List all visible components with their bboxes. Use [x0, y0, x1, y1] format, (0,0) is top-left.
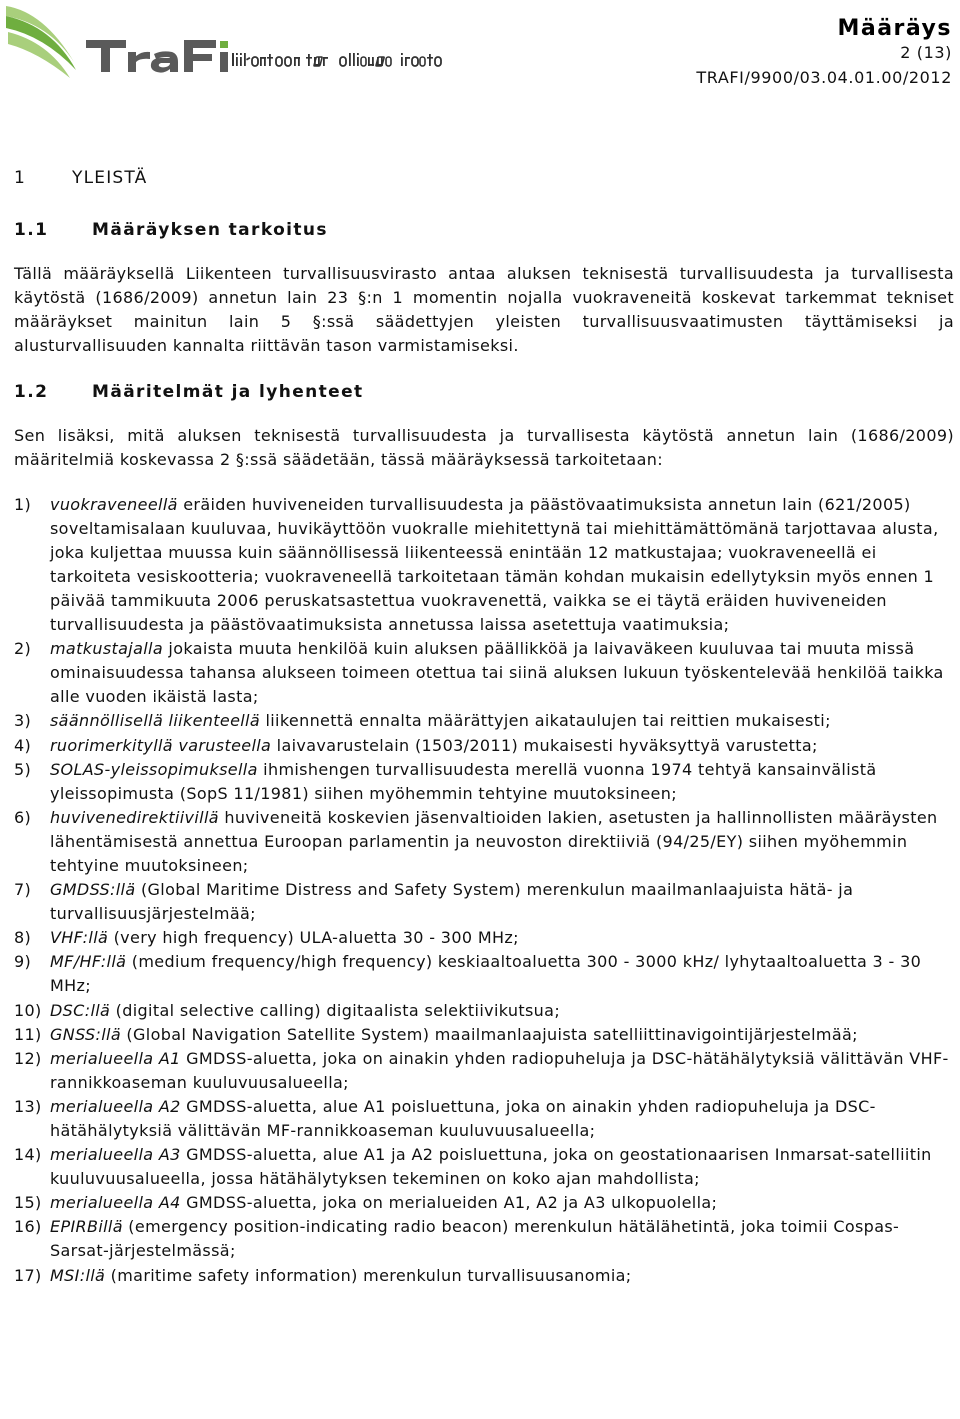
- definition-item: [14, 1191, 954, 1215]
- definition-number: 7): [14, 880, 32, 900]
- definition-term: GNSS:llä: [50, 1024, 121, 1044]
- definition-item: [14, 493, 954, 638]
- trafi-logo: [4, 2, 444, 86]
- definition-text: (Global Maritime Distress and Safety System) merenkulun maailmanlaajuista hätä- ja turvallisuusjärjestelmää;: [50, 880, 854, 924]
- definition-text: laivavarustelain (1503/2011) mukaisesti hyväksyttyä varustetta;: [271, 735, 818, 755]
- section-heading-1-2: [14, 380, 954, 404]
- definition-item: [14, 1215, 954, 1263]
- definition-text: liikennettä ennalta määrättyjen aikataulujen tai reittien mukaisesti;: [260, 711, 831, 731]
- definition-text: (maritime safety information) merenkulun turvallisuusanomia;: [105, 1265, 632, 1285]
- definition-text: (very high frequency) ULA-aluetta 30 - 300 MHz;: [108, 928, 519, 948]
- definition-text: huviveneitä koskevien jäsenvaltioiden lakien, asetusten ja hallinnollisten määräysten lähentämisestä annettua Euroopan parlamentin ja neuvoston direktiiviä (94/25/EY) siihen myöhemmin tehtyine muutoksineen;: [50, 807, 938, 875]
- definition-term: merialueella A4: [50, 1193, 181, 1213]
- definition-number: 15): [14, 1193, 42, 1213]
- definition-term: säännöllisellä liikenteellä: [50, 711, 261, 731]
- definition-text: eräiden huviveneiden turvallisuudesta ja päästövaatimuksista annetun lain (621/2005) soveltamisalaan kuuluvaa, huvikäyttöön vuokralle miehitettynä tai miehittämättömänä tarjottavaa alusta, joka kuljettaa muussa kuin säännöllisessä liikenteessä enintään 12 matkustajaa; vuokraveneellä ei tarkoiteta vesiskootteria; vuokraveneellä tarkoitetaan tämän kohdan mukaisin edellytyksin myös ennen 1 päivää tammikuuta 2006 peruskatsastettua vuokravenettä, vaikka se ei täytä eräiden huviveneiden turvallisuudesta ja päästövaatimuksista annetussa laissa asetettuja vaatimuksia;: [50, 494, 939, 635]
- definition-term: matkustajalla: [50, 639, 163, 659]
- definition-text: GMDSS-aluetta, alue A1 poisluettuna, joka on ainakin yhden radiopuheluja ja DSC-hätähälytyksiä välittävän MF-rannikkoaseman kuuluvuusalueella;: [50, 1096, 876, 1140]
- section-number: 1.1: [14, 220, 49, 240]
- definition-number: 4): [14, 735, 32, 755]
- definition-item: [14, 878, 954, 926]
- definition-term: merialueella A2: [50, 1096, 181, 1116]
- definition-number: 17): [14, 1265, 42, 1285]
- definition-term: huvivenedirektiivillä: [50, 807, 219, 827]
- definition-term: vuokraveneellä: [50, 494, 178, 514]
- definition-text: GMDSS-aluetta, alue A1 ja A2 poisluettuna, joka on geostationaarisen Inmarsat-satelliitin kuuluvuusalueella, jossa hätähälytyksen tekeminen on koko ajan mahdollista;: [50, 1145, 932, 1189]
- document-reference: TRAFI/9900/03.04.01.00/2012: [696, 68, 952, 87]
- definition-number: 6): [14, 807, 32, 827]
- definition-item: [14, 1095, 954, 1143]
- definition-number: 12): [14, 1048, 42, 1068]
- definition-term: SOLAS-yleissopimuksella: [50, 759, 258, 779]
- definition-number: 1): [14, 494, 32, 514]
- definition-text: (digital selective calling) digitaalista selektiivikutsua;: [110, 1000, 561, 1020]
- definition-item: [14, 999, 954, 1023]
- definition-term: VHF:llä: [50, 928, 109, 948]
- definition-text: jokaista muuta henkilöä kuin aluksen päällikköä ja laivaväkeen kuuluvaa tai muuta missä ominaisuudessa tahansa alukseen toimeen otettua tai siinä aluksen lukuun työskentelevää henkilöä taikka alle vuoden ikäistä lasta;: [50, 639, 944, 707]
- definition-item: [14, 637, 954, 709]
- definition-item: [14, 806, 954, 878]
- definition-text: (Global Navigation Satellite System) maailmanlaajuista satelliittinavigointijärjestelmää;: [121, 1024, 858, 1044]
- document-type: Määräys: [837, 16, 952, 41]
- definition-item: [14, 1047, 954, 1095]
- definition-text: (medium frequency/high frequency) keskiaaltoaluetta 300 - 3000 kHz/ lyhytaaltoaluetta 3 - 30 MHz;: [50, 952, 922, 996]
- definition-item: [14, 1023, 954, 1047]
- document-body: [14, 166, 954, 1288]
- definition-number: 5): [14, 759, 32, 779]
- definition-item: [14, 1143, 954, 1191]
- definition-term: ruorimerkityllä varusteella: [50, 735, 272, 755]
- definitions-intro: Sen lisäksi, mitä aluksen teknisestä turvallisuudesta ja turvallisesta käytöstä annetun lain (1686/2009) määritelmiä koskevassa 2 §:ssä säädetään, tässä määräyksessä tarkoitetaan:: [14, 426, 954, 470]
- definition-item: [14, 734, 954, 758]
- page-number: 2 (13): [900, 43, 952, 62]
- definitions-list: [14, 493, 954, 1288]
- definition-term: EPIRBillä: [50, 1217, 123, 1237]
- section-heading-1: [14, 166, 954, 190]
- definition-item: [14, 1264, 954, 1288]
- section-number: 1: [14, 168, 27, 188]
- definition-number: 8): [14, 928, 32, 948]
- definition-item: [14, 758, 954, 806]
- definition-term: MF/HF:llä: [50, 952, 127, 972]
- definition-term: GMDSS:llä: [50, 880, 136, 900]
- definition-item: [14, 950, 954, 998]
- definition-number: 2): [14, 639, 32, 659]
- definition-item: [14, 926, 954, 950]
- definition-term: merialueella A3: [50, 1145, 181, 1165]
- section-title: Määritelmät ja lyhenteet: [92, 382, 364, 403]
- section-number: 1.2: [14, 382, 49, 403]
- definition-number: 10): [14, 1000, 42, 1020]
- definition-number: 14): [14, 1145, 42, 1165]
- definition-text: ihmishengen turvallisuudesta merellä vuonna 1974 tehtyä kansainvälistä yleissopimusta (SopS 11/1981) siihen myöhemmin tehtyine muutoksineen;: [50, 759, 877, 803]
- definition-number: 3): [14, 711, 32, 731]
- definition-number: 16): [14, 1217, 42, 1237]
- definition-text: GMDSS-aluetta, joka on merialueiden A1, A2 ja A3 ulkopuolella;: [180, 1193, 718, 1213]
- section-title: YLEISTÄ: [72, 168, 148, 188]
- definition-item: [14, 709, 954, 733]
- definition-number: 9): [14, 952, 32, 972]
- definition-number: 13): [14, 1096, 42, 1116]
- section-heading-1-1: [14, 218, 954, 242]
- definition-text: GMDSS-aluetta, joka on ainakin yhden radiopuheluja ja DSC-hätähälytyksiä välittävän VHF-rannikkoaseman kuuluvuusalueella;: [50, 1048, 949, 1092]
- definition-term: merialueella A1: [50, 1048, 181, 1068]
- definition-term: MSI:llä: [50, 1265, 106, 1285]
- section-title: Määräyksen tarkoitus: [92, 220, 328, 240]
- definition-number: 11): [14, 1024, 42, 1044]
- purpose-paragraph: Tällä määräyksellä Liikenteen turvallisuusvirasto antaa aluksen teknisestä turvallisuudesta ja turvallisesta käytöstä (1686/2009) annetun lain 23 §:n 1 momentin nojalla vuokraveneitä koskevat tarkemmat tekniset määräykset mainitun lain 5 §:ssä säädettyjen yleisten turvallisuusvaatimusten täyttämiseksi ja alusturvallisuuden kannalta riittävän tason varmistamiseksi.: [14, 264, 954, 356]
- definition-term: DSC:llä: [50, 1000, 111, 1020]
- definition-text: (emergency position-indicating radio beacon) merenkulun hätälähetintä, joka toimii Cospas-Sarsat-järjestelmässä;: [50, 1217, 900, 1261]
